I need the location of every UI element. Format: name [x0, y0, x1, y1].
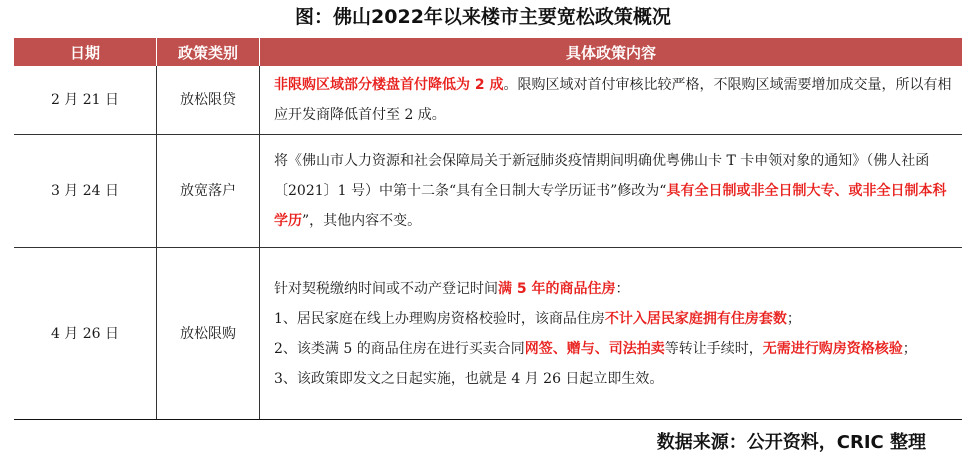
body-text: ； [902, 340, 917, 357]
highlight-text: 满 5 年的商品住房 [498, 280, 616, 297]
highlight-text: 非限购区域部分楼盘首付降低为 2 成 [274, 77, 504, 93]
body-text: ： [615, 280, 630, 297]
body-text: ； [786, 310, 801, 327]
body-text: 针对契税缴纳时间或不动产登记时间 [274, 280, 498, 297]
table-row [14, 135, 962, 248]
row-date: 3 月 24 日 [14, 135, 157, 248]
policy-table [14, 38, 962, 420]
figure-title: 图：佛山2022年以来楼市主要宽松政策概况 [295, 6, 671, 28]
content-line [274, 364, 956, 394]
highlight-text: 不计入居民家庭拥有住房套数 [604, 310, 787, 327]
table-header-row [14, 38, 962, 66]
highlight-text: 无需进行购房资格核验 [762, 340, 903, 357]
content-line [274, 304, 956, 334]
highlight-text: 具有全日制或非全日制大专、或非全日制本科学历 [274, 183, 947, 229]
table-row [14, 248, 962, 420]
row-date: 2 月 21 日 [14, 66, 157, 135]
row-policy-content [260, 66, 963, 135]
row-policy-content [260, 135, 963, 248]
header-policy-content: 具体政策内容 [260, 38, 963, 66]
body-text: 2、该类满 5 的商品住房在进行买卖合同 [274, 340, 525, 357]
row-policy-type: 放宽落户 [157, 135, 260, 248]
body-text: 。限购区域对首付审核比较严格，不限购区域需要增加成交量，所以有相应开发商降低首付至 2 成。 [274, 77, 952, 123]
body-text: ”，其他内容不变。 [302, 213, 422, 229]
row-date: 4 月 26 日 [14, 248, 157, 420]
row-policy-type: 放松限贷 [157, 66, 260, 135]
body-text: 将《佛山市人力资源和社会保障局关于新冠肺炎疫情期间明确优粤佛山卡 T 卡申领对象的通知》（佛人社函〔2021〕1 号）中第十二条“具有全日制大专学历证书”修改为“ [274, 153, 930, 199]
content-line [274, 334, 956, 364]
header-policy-type: 政策类别 [157, 38, 260, 66]
highlight-text: 网签、赠与、司法拍卖 [524, 340, 665, 357]
body-text: 等转让手续时， [664, 340, 763, 357]
body-text: 1、居民家庭在线上办理购房资格校验时，该商品住房 [274, 310, 605, 327]
header-date: 日期 [14, 38, 157, 66]
body-text: 3、该政策即发文之日起实施，也就是 4 月 26 日起立即生效。 [274, 370, 664, 387]
row-policy-type: 放松限购 [157, 248, 260, 420]
source-note: 数据来源：公开资料，CRIC 整理 [656, 432, 926, 453]
row-policy-content [260, 248, 963, 420]
content-line [274, 274, 956, 304]
table-row [14, 66, 962, 135]
